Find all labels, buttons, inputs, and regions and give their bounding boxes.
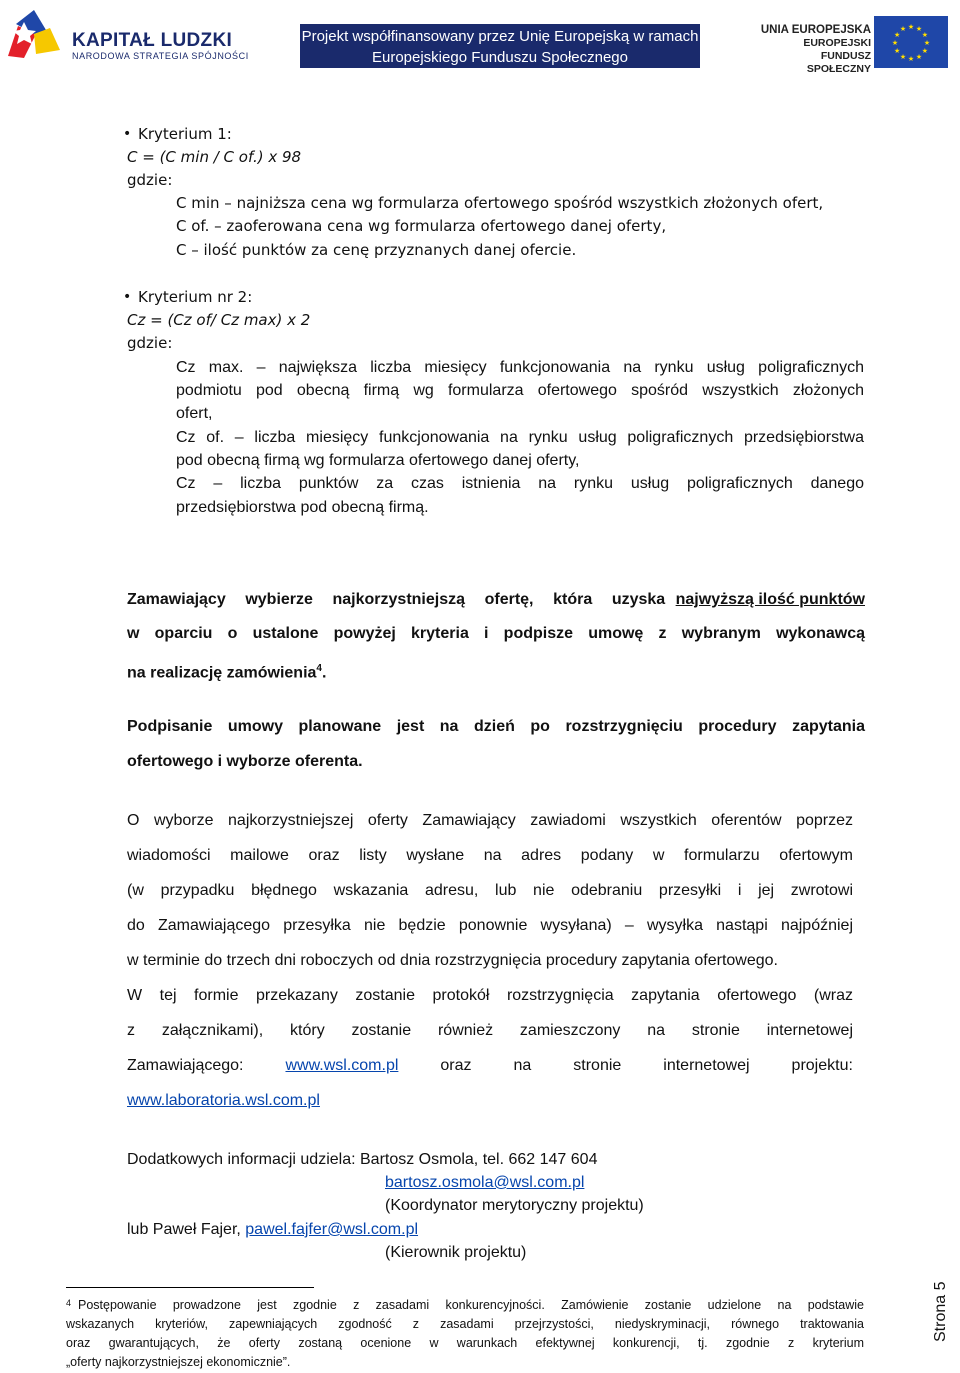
selection-line-1 bbox=[127, 588, 865, 611]
notice-word: na bbox=[513, 1057, 532, 1074]
eu-star-icon: ★ bbox=[921, 32, 929, 39]
footnote-ref[interactable]: 4 bbox=[316, 663, 322, 674]
footnote-line: Postępowanie prowadzone jest zgodnie z zasadami konkurencyjności. Zamówienie zostanie udzielone na podstawie bbox=[78, 1298, 864, 1312]
selection-text: Zamawiający wybierze najkorzystniejszą ofertę, która uzyska bbox=[127, 591, 670, 608]
notice-line: z załącznikami), który zostanie również zamieszczony na stronie internetowej bbox=[127, 1022, 853, 1039]
selection-line-3-text: na realizację zamówienia bbox=[127, 664, 317, 682]
eu-star-icon: ★ bbox=[921, 48, 929, 55]
laboratoria-website-link[interactable]: www.laboratoria.wsl.com.pl bbox=[127, 1092, 320, 1109]
criteria-1-formula: C = (C min / C of.) x 98 bbox=[127, 148, 302, 166]
criteria-2-formula: Cz = (Cz of/ Cz max) x 2 bbox=[127, 311, 311, 329]
contact-role: (Kierownik projektu) bbox=[385, 1244, 527, 1261]
eu-star-icon: ★ bbox=[907, 56, 915, 63]
eu-star-icon: ★ bbox=[923, 40, 931, 47]
notice-line: w terminie do trzech dni roboczych od dnia rozstrzygnięcia procedury zapytania ofertowego. bbox=[127, 952, 778, 969]
eu-flag-icon bbox=[874, 16, 948, 68]
selection-highest-points: najwyższą ilość punktów bbox=[675, 591, 865, 608]
notice-word: stronie bbox=[573, 1057, 622, 1074]
criteria-2-line: pod obecną firmą wg formularza ofertowego danej oferty, bbox=[176, 452, 580, 469]
notice-last-line bbox=[127, 1054, 853, 1077]
signing-line-1: Podpisanie umowy planowane jest na dzień po rozstrzygnięciu procedury zapytania bbox=[127, 718, 865, 735]
footnote-separator bbox=[66, 1287, 314, 1288]
notice-line: (w przypadku błędnego wskazania adresu, lub nie odebraniu przesyłki i jej zwrotowi bbox=[127, 882, 853, 899]
signing-line-2: ofertowego i wyborze oferenta. bbox=[127, 753, 363, 770]
notice-word: projektu: bbox=[791, 1057, 853, 1074]
selection-line-3-end: . bbox=[321, 664, 327, 682]
notice-line: wiadomości mailowe oraz listy wysłane na adres podany w formularzu ofertowym bbox=[127, 847, 853, 864]
header-line-1: Projekt współfinansowany przez Unię Europejską w ramach bbox=[301, 28, 699, 45]
criteria-1-line: C of. – zaoferowana cena wg formularza ofertowego danej oferty, bbox=[176, 217, 667, 235]
selection-line-3 bbox=[127, 657, 326, 685]
notice-word: Zamawiającego: bbox=[127, 1057, 244, 1074]
criteria-2-line: Cz max. – największa liczba miesięcy funkcjonowania na rynku usług poligraficznych bbox=[176, 359, 864, 376]
criteria-1-line: C – ilość punktów za cenę przyznanych danej ofercie. bbox=[176, 241, 577, 259]
criteria-1-title: • Kryterium 1: bbox=[138, 123, 232, 146]
eu-label-line-1: UNIA EUROPEJSKA bbox=[760, 24, 871, 36]
eu-label-line-2: EUROPEJSKI bbox=[803, 37, 871, 49]
eu-star-icon: ★ bbox=[893, 48, 901, 55]
eu-label-line-3: FUNDUSZ SPOŁECZNY bbox=[806, 50, 871, 75]
kapital-ludzki-subtitle: NARODOWA STRATEGIA SPÓJNOŚCI bbox=[72, 51, 249, 61]
footnote-line: „oferty najkorzystniejszej ekonomicznie”. bbox=[66, 1355, 291, 1369]
contact-line: Dodatkowych informacji udziela: Bartosz Osmola, tel. 662 147 604 bbox=[127, 1151, 598, 1168]
footnote-number: 4 bbox=[66, 1298, 72, 1308]
criteria-2-title: • Kryterium nr 2: bbox=[138, 286, 252, 309]
notice-line: O wyborze najkorzystniejszej oferty Zamawiający zawiadomi wszystkich oferentów poprzez bbox=[127, 812, 853, 829]
contact-alt-prefix: lub Paweł Fajer, bbox=[127, 1221, 246, 1238]
eu-star-icon: ★ bbox=[899, 53, 907, 61]
criteria-2-line: Cz – liczba punktów za czas istnienia na rynku usług poligraficznych danego bbox=[176, 475, 864, 492]
criteria-2-line: Cz of. – liczba miesięcy funkcjonowania na rynku usług poligraficznych przedsiębiorstwa bbox=[176, 429, 864, 446]
eu-star-icon: ★ bbox=[915, 53, 923, 61]
header-cofinancing-text bbox=[300, 26, 700, 68]
contact-role: (Koordynator merytoryczny projektu) bbox=[385, 1197, 644, 1214]
notice-word: internetowej bbox=[663, 1057, 750, 1074]
notice-line: do Zamawiającego przesyłka nie będzie ponownie wysyłana) – wysyłka nastąpi najpóźniej bbox=[127, 917, 853, 934]
eu-star-icon: ★ bbox=[891, 40, 899, 47]
eu-star-icon: ★ bbox=[893, 32, 901, 39]
wsl-website-link[interactable]: www.wsl.com.pl bbox=[285, 1057, 399, 1074]
eu-star-icon: ★ bbox=[915, 26, 923, 34]
kapital-ludzki-title: KAPITAŁ LUDZKI bbox=[72, 30, 233, 51]
criteria-2-where: gdzie: bbox=[127, 334, 173, 352]
criteria-1-where: gdzie: bbox=[127, 171, 173, 189]
contact-alt-line bbox=[127, 1218, 418, 1241]
email-link-osmola[interactable]: bartosz.osmola@wsl.com.pl bbox=[385, 1174, 585, 1191]
email-link-fajfer[interactable]: pawel.fajfer@wsl.com.pl bbox=[245, 1221, 419, 1238]
eu-star-icon: ★ bbox=[899, 26, 907, 34]
footnote-line: oraz gwarantujących, że oferty zostaną ocenione w warunkach efektywnej konkurencji, tj. zgodnie z kryterium bbox=[66, 1336, 864, 1350]
header-line-2: Europejskiego Funduszu Społecznego bbox=[371, 49, 628, 66]
page-number: Strona 5 bbox=[932, 1281, 949, 1342]
eu-label bbox=[756, 24, 871, 76]
criteria-2-line: podmiotu pod obecną firmą wg formularza ofertowego spośród wszystkich złożonych bbox=[176, 382, 864, 399]
criteria-2-line: ofert, bbox=[176, 405, 213, 422]
notice-word: oraz bbox=[440, 1057, 472, 1074]
criteria-1-line: C min – najniższa cena wg formularza ofertowego spośród wszystkich złożonych ofert, bbox=[176, 194, 824, 212]
kapital-ludzki-logo-icon bbox=[6, 4, 62, 60]
footnote-line: wskazanych kryteriów, zapewniających zgodność z zasadami przejrzystości, niedyskryminacji, równego traktowania bbox=[66, 1317, 864, 1331]
eu-star-icon: ★ bbox=[907, 24, 915, 31]
notice-line: W tej formie przekazany zostanie protokół rozstrzygnięcia zapytania ofertowego (wraz bbox=[127, 987, 853, 1004]
criteria-2-line: przedsiębiorstwa pod obecną firmą. bbox=[176, 499, 429, 516]
selection-line-2: w oparciu o ustalone powyżej kryteria i podpisze umowę z wybranym wykonawcą bbox=[127, 625, 865, 642]
